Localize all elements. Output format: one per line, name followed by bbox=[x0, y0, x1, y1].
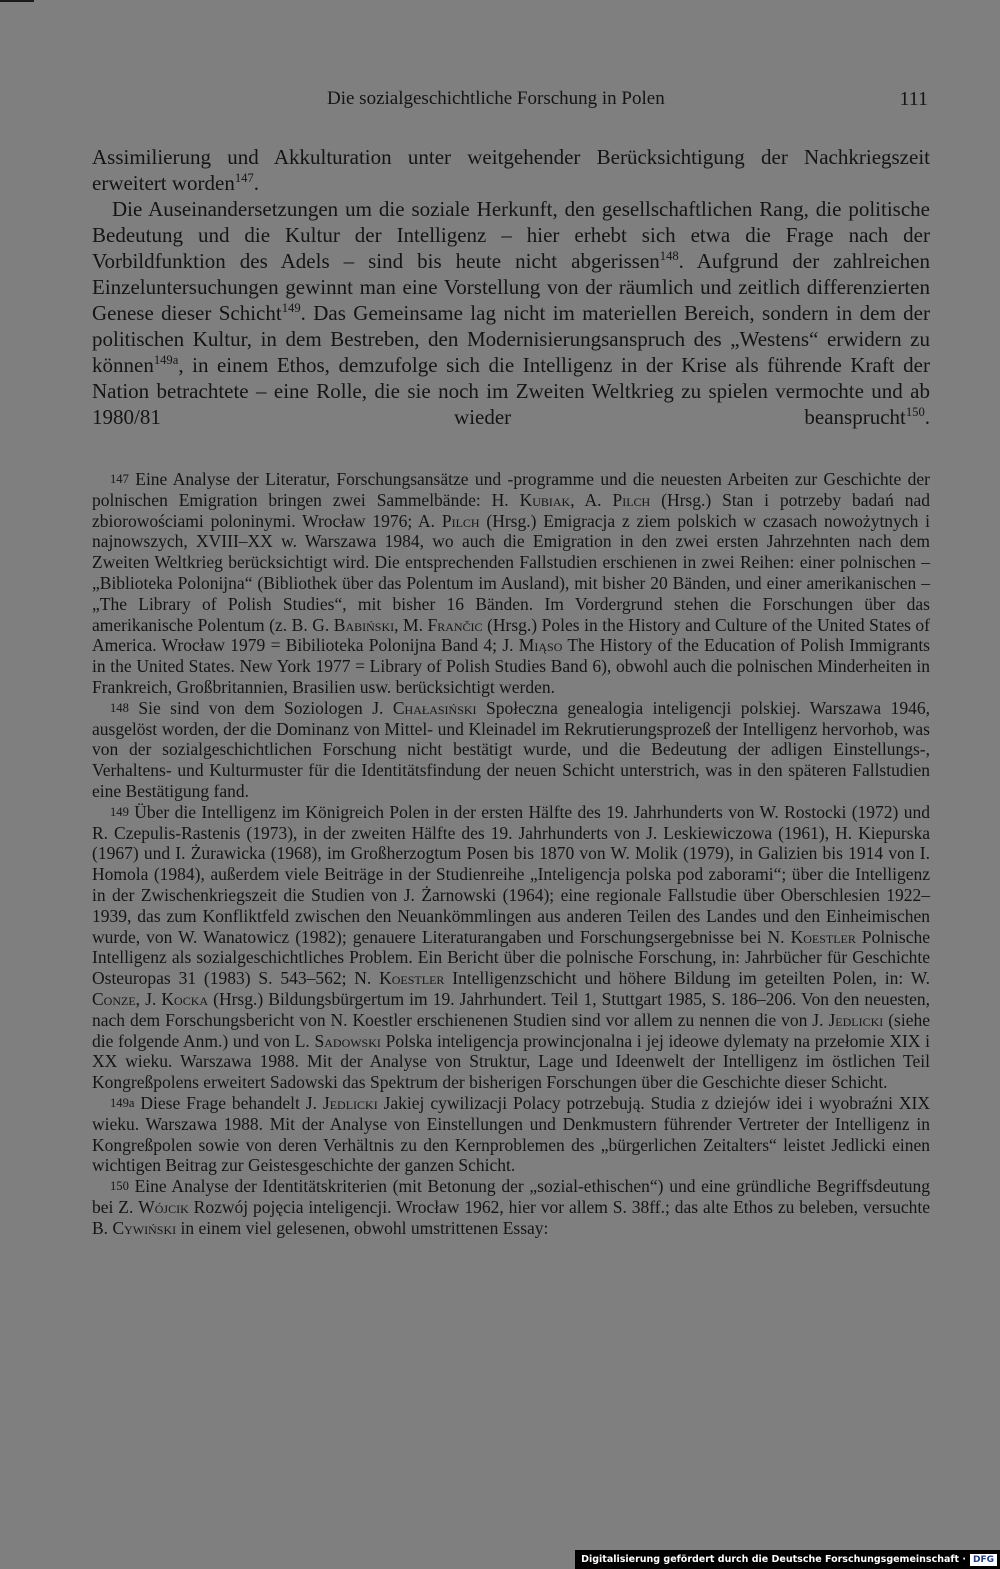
footnote-147 bbox=[92, 469, 930, 698]
footnote-text: Über die Intelligenz im Königreich Polen in der ersten Hälfte des 19. Jahrhunderts von W. Rostocki (1972) und R. Czepulis-Rastenis (1973), in der zweiten Hälfte des 19. Jahrhunderts von J. Leskiewiczowa (1961), H. Kiepurska (1967) und I. Żurawicka (1968), im Großherzogtum Posen bis 1870 von W. Molik (1979), in Galizien bis 1914 von I. Homola (1984), außerdem viele Beiträge in der Studienreihe „Inteligencja polska pod zaborami“; über die Intelligenz in der Zwischenkriegszeit die Studien von J. Żarnowski (1964); eine regionale Fallstudie über Oberschlesien 1922–1939, das zum Konfliktfeld zwischen den Neuankömmlingen aus anderen Teilen des Landes und den Einheimischen wurde, von W. Wanatowicz (1982); genauere Literaturangaben und Forschungsergebnisse bei N. bbox=[92, 801, 930, 947]
author-name: Cywiński bbox=[112, 1217, 177, 1238]
paragraph-1 bbox=[92, 144, 930, 196]
funding-notice: Digitalisierung gefördert durch die Deutsche Forschungsgemeinschaft · bbox=[581, 1554, 966, 1565]
footnote-ref-148: 148 bbox=[659, 249, 679, 263]
footnote-text: Jakiej cywilizacji Polacy potrzebują. Studia z dziejów idei i wyobraźni XIX wieku. Warszawa 1988. Mit der Analyse von Einstellungen und Denkmustern führender Vertreter der Intelligenz in Kongreßpolen sowie von deren Verhältnis zu den Kernproblemen des „bürgerlichen Zeitalters“ leistet Jedlicki einen wichtigen Beitrag zur Geistesgeschichte der ganzen Schicht. bbox=[92, 1092, 930, 1176]
author-name: Pilch bbox=[441, 510, 480, 531]
footnote-text: Intelligenzschicht und höhere Bildung im geteilten Polen, in: W. bbox=[444, 968, 930, 989]
footnote-ref-149: 149 bbox=[281, 301, 301, 315]
footnote-150 bbox=[92, 1176, 930, 1238]
author-name: Kocka bbox=[161, 988, 209, 1009]
footnote-number: 150 bbox=[110, 1179, 129, 1194]
author-name: Kubiak bbox=[519, 489, 571, 510]
paragraph-text: . bbox=[253, 171, 259, 195]
paragraph-text: . Das Gemeinsame lag nicht im materiellen Bereich, sondern in dem der politischen Kultur, in dem Bestreben, den Modernisierungsanspruch des „Westens“ erwidern zu können bbox=[92, 301, 930, 377]
page-number: 111 bbox=[899, 88, 928, 110]
footnote-text: (Hrsg.) Stan i potrzeby badań nad zbiorowościami poloninymi. Wrocław 1976; A. bbox=[92, 489, 931, 531]
author-name: Chałasiński bbox=[392, 697, 477, 718]
footnote-text: , J. bbox=[135, 988, 162, 1009]
footnote-149 bbox=[92, 802, 930, 1093]
footnote-ref-147: 147 bbox=[234, 171, 254, 185]
footnote-number: 147 bbox=[110, 472, 129, 486]
footnote-text: Eine Analyse der Identitätskriterien (mit Betonung der „sozial-ethischen“) und eine gründliche Begriffsdeutung bei Z. bbox=[92, 1176, 930, 1217]
footnote-text: Sie sind von dem Soziologen J. bbox=[138, 697, 393, 718]
footnote-text: Społeczna genealogia inteligencji polskiej. Warszawa 1946, ausgelöst worden, der die Dominanz von Mittel- und Kleinadel im Rekrutierungsprozeß der Intelligenz hervorhob, was von der sozialgeschichtlichen Forschung nicht bestätigt wurde, und die Bedeutung der adligen Einstellungs-, Verhaltens- und Kulturmuster für die Identitätsfindung der neuen Schicht unterstrich, was in den späteren Fallstudien eine Bestätigung fand. bbox=[92, 697, 930, 801]
footnote-148 bbox=[92, 698, 930, 802]
main-text bbox=[92, 144, 930, 430]
paragraph-2 bbox=[92, 196, 930, 430]
author-name: Wójcik bbox=[138, 1196, 189, 1217]
footnote-text: (Hrsg.) Emigracja z ziem polskich w czasach nowożytnych i najnowszych, XVIII–XX w. Warszawa 1984, wo auch die Emigration in den zwei ersten Jahrzehnten nach dem Zweiten Weltkrieg berücksichtigt wird. Die entsprechenden Fallstudien erschienen in zwei Reihen: einer polnischen – „Biblioteka Polonijna“ (Bibliothek über das Polentum im Ausland), mit bisher 20 Bänden, und einer amerikanischen – „The Library of Polish Studies“, mit bisher 16 Bänden. Im Vordergrund stehen die Forschungen über das amerikanische Polentum (z. B. G. bbox=[92, 510, 930, 635]
author-name: Frančic bbox=[427, 614, 483, 635]
author-name: Sadowski bbox=[314, 1030, 381, 1051]
running-title: Die sozialgeschichtliche Forschung in Polen bbox=[327, 88, 665, 109]
footnote-text: Rozwój pojęcia inteligencji. Wrocław 1962, hier vor allem S. 38ff.; das alte Ethos zu beleben, versuchte B. bbox=[92, 1196, 930, 1238]
paragraph-text: . bbox=[924, 405, 930, 429]
footnote-text: , M. bbox=[394, 614, 428, 635]
footnote-text: Polnische Intelligenz als sozialgeschichtliches Problem. Ein Bericht über die polnische Forschung, in: Jahrbücher für Geschichte Osteuropas 31 (1983) S. 543–562; N. bbox=[92, 926, 930, 989]
author-name: Jedlicki bbox=[322, 1092, 378, 1113]
footnote-text: Eine Analyse der Literatur, Forschungsansätze und -programme und die neuesten Arbeiten zur Geschichte der polnischen Emigration bringen zwei Sammelbände: H. bbox=[92, 469, 930, 510]
paragraph-text: Die Auseinandersetzungen um die soziale Herkunft, den gesellschaftlichen Rang, die politische Bedeutung und die Kultur der Intelligenz – hier erhebt sich etwa die Frage nach der Vorbildfunktion des Adels – sind bis heute nicht abgerissen bbox=[92, 197, 930, 273]
author-name: Pilch bbox=[612, 489, 651, 510]
footnote-ref-149a: 149a bbox=[153, 353, 179, 367]
scan-edge-mark bbox=[0, 0, 34, 2]
footnotes bbox=[92, 469, 930, 1238]
paragraph-text: , in einem Ethos, demzufolge sich die Intelligenz in der Krise als führende Kraft der Nation betrachtete – eine Rolle, die sie noch im Zweiten Weltkrieg zu spielen vermochte und ab 1980/81 wieder beansprucht bbox=[92, 353, 930, 429]
footnote-number: 149 bbox=[110, 804, 129, 819]
footnote-text: The History of the Education of Polish Immigrants in the United States. New York 1977 = Library of Polish Studies Band 6), obwohl auch die polnischen Minderheiten in Frankreich, Großbritannien, Brasilien usw. berücksichtigt werden. bbox=[92, 635, 930, 697]
paragraph-text: Assimilierung und Akkulturation unter weitgehender Berücksichtigung der Nachkriegszeit erweitert worden bbox=[92, 145, 930, 195]
author-name: Miąso bbox=[518, 635, 563, 656]
footnote-text: in einem viel gelesenen, obwohl umstrittenen Essay: bbox=[176, 1217, 549, 1238]
footnote-number: 149a bbox=[110, 1095, 135, 1110]
digitization-footer bbox=[575, 1550, 1000, 1569]
footnote-text: (Hrsg.) Poles in the History and Culture of the United States of America. Wrocław 1979 = Bibilioteka Polonijna Band 4; J. bbox=[92, 614, 930, 656]
dfg-logo: DFG bbox=[970, 1554, 997, 1566]
author-name: Babiński bbox=[333, 614, 395, 635]
footnote-number: 148 bbox=[110, 700, 129, 715]
author-name: Conze bbox=[92, 988, 136, 1009]
author-name: Koestler bbox=[790, 926, 856, 947]
paragraph-text: . Aufgrund der zahlreichen Einzeluntersuchungen gewinnt man eine Vorstellung von der räumlich und zeitlich differenzierten Genese dieser Schicht bbox=[92, 249, 930, 325]
footnote-text: Polska inteligencja prowincjonalna i jej ideowe dylematy na przełomie XIX i XX wieku. Warszawa 1988. Mit der Analyse von Struktur, Lage und Ideenwelt der Intelligenz im östlichen Teil Kongreßpolens erweitert Sadowski das Spektrum der bisherigen Forschungen über die Geschichte dieser Schicht. bbox=[92, 1030, 931, 1093]
footnote-ref-150: 150 bbox=[905, 405, 925, 419]
page-header bbox=[92, 88, 932, 118]
footnote-text: (Hrsg.) Bildungsbürgertum im 19. Jahrhundert. Teil 1, Stuttgart 1985, S. 186–206. Von den neuesten, nach dem Forschungsbericht von N. Koestler erschienenen Studien sind vor allem zu nennen die von J. bbox=[92, 988, 931, 1030]
author-name: Jedlicki bbox=[828, 1009, 884, 1030]
footnote-text: (siehe die folgende Anm.) und von L. bbox=[92, 1009, 930, 1051]
footnote-text: Diese Frage behandelt J. bbox=[140, 1092, 323, 1113]
author-name: Koestler bbox=[379, 968, 445, 989]
footnote-text: , A. bbox=[570, 489, 613, 510]
footnote-149a bbox=[92, 1093, 930, 1176]
